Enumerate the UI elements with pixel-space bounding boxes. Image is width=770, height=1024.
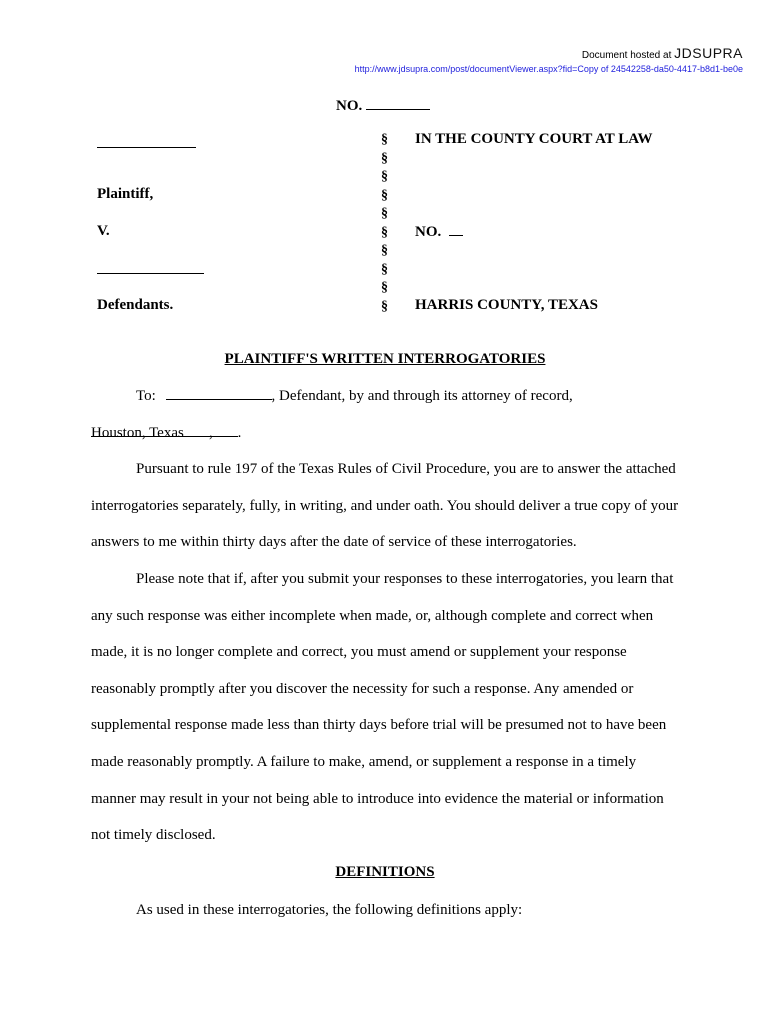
address-line [91, 415, 681, 452]
document-url-link[interactable]: http://www.jdsupra.com/post/documentViewer.aspx?fid=Copy of 24542258-da50-4417-b8d1-be0e [354, 64, 743, 74]
case-caption [0, 0, 770, 330]
section-symbol: § [381, 187, 388, 203]
defendant-blank [166, 387, 272, 400]
section-symbol: § [381, 150, 388, 166]
section-symbol-column [381, 131, 388, 316]
section-symbol: § [381, 206, 388, 221]
county-name: HARRIS COUNTY, TEXAS [415, 297, 598, 313]
paragraph-supplement-notice: Please note that if, after you submit your responses to these interrogatories, you learn that any such response was either incomplete when made, or, although complete and correct when made, it is no longer complete and correct, you must amend or supplement your response reasonably promptly after you discover the necessity for such a response. Any amended or supplemental response made less than thirty days before trial will be presumed not to have been made reasonably promptly. A failure to make, amend, or supplement a response in a timely manner may result in your not being able to introduce into evidence the material or information not timely disclosed. [91, 571, 674, 844]
address-suffix: . [237, 425, 242, 441]
to-prefix: To: [136, 388, 156, 404]
defendant-name-blank [97, 272, 204, 274]
plaintiff-label: Plaintiff, [97, 186, 154, 202]
section-symbol: § [381, 280, 388, 295]
plaintiff-name-blank [97, 146, 196, 148]
definitions-heading: DEFINITIONS [335, 864, 435, 880]
hosted-label: Document hosted at [581, 50, 672, 61]
to-suffix: , [209, 424, 213, 441]
court-name: IN THE COUNTY COURT AT LAW [415, 131, 653, 147]
to-middle: , Defendant, by and through its attorney of record, [271, 388, 573, 404]
section-symbol: § [381, 298, 388, 314]
versus-label: V. [97, 223, 110, 239]
case-number [415, 223, 463, 241]
document-title: PLAINTIFF'S WRITTEN INTERROGATORIES [224, 351, 546, 367]
case-number-blank [449, 223, 463, 236]
address-blank [192, 424, 238, 437]
section-symbol: § [381, 261, 388, 277]
section-symbol: § [381, 243, 388, 258]
jdsupra-logo: JDSUPRA [674, 45, 743, 61]
section-symbol: § [381, 169, 388, 184]
address-prefix: Houston, Texas [91, 425, 184, 441]
definitions-intro: As used in these interrogatories, the following definitions apply: [136, 902, 523, 918]
paragraph-rule-197: Pursuant to rule 197 of the Texas Rules of Civil Procedure, you are to answer the attached interrogatories separately, fully, in writing, and under oath. You should deliver a true copy of your answers to me within thirty days after the date of service of these interrogatories. [91, 461, 679, 551]
defendants-label: Defendants. [97, 297, 174, 313]
case-number-label: NO. [415, 224, 442, 240]
section-symbol: § [381, 224, 388, 240]
section-symbol: § [381, 132, 388, 147]
cause-number-label: NO. [336, 98, 363, 114]
